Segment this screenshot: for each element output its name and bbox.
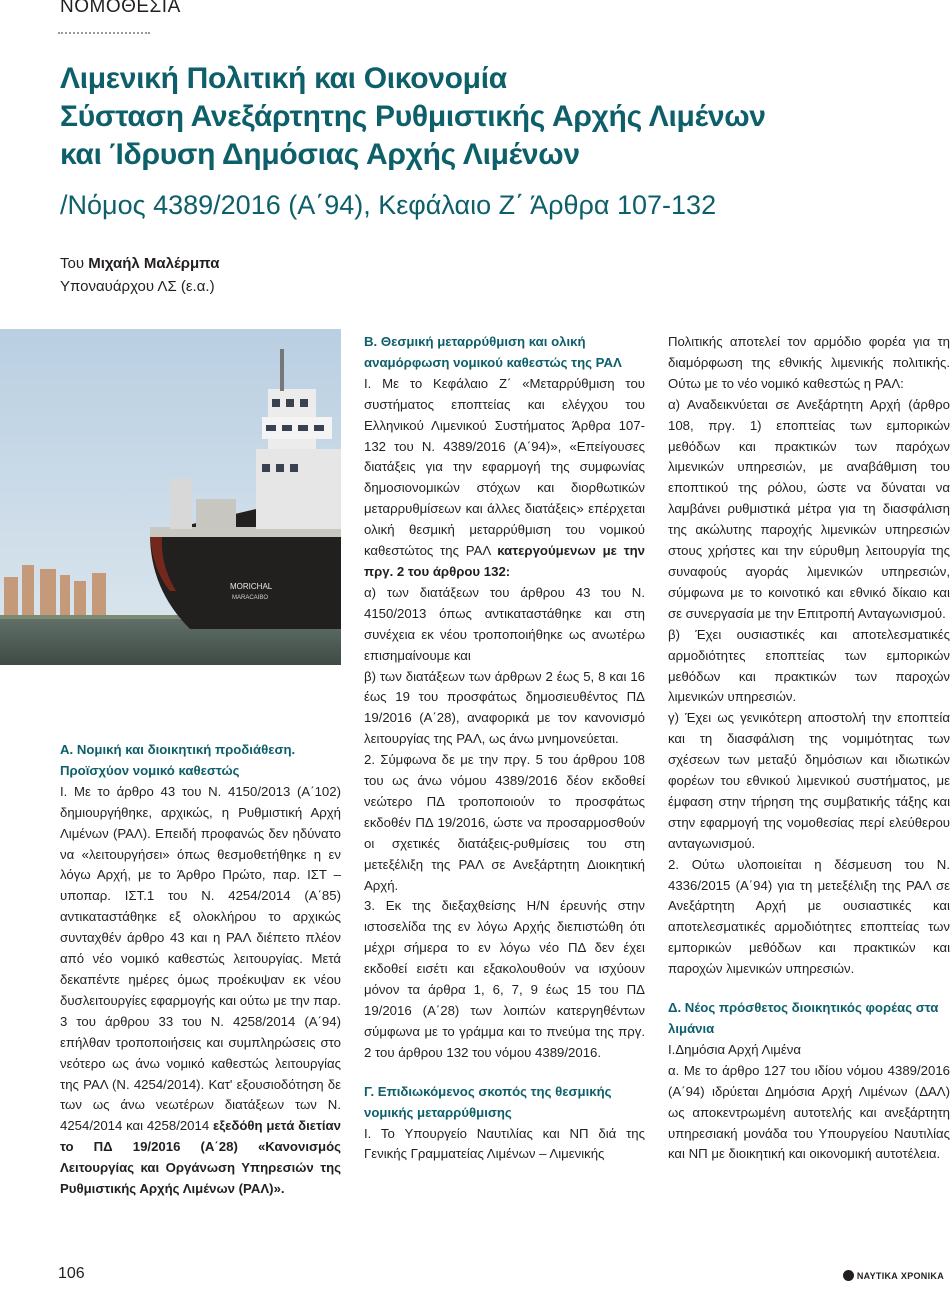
paragraph: 3. Εκ της διεξαχθείσης Η/Ν έρευνής στην ιστοσελίδα της εν λόγω Αρχής διεπιστώθη ότι μέχρι σήμερα το εν λόγω νέο ΠΔ δεν έχει εκδοθεί εισέτι και εξακολουθούν να ισχύουν μόνον τα άρθρα 1, 6, 7, 9 έως 15 του ΠΔ 19/2016 (Α΄28) των λοιπών κατεργηθέντων σύμφωνα με το γράμμα και το πνεύμα της πργ. 2 του άρθρου 132 του νόμου 4389/2016.	[364, 898, 645, 1060]
paragraph: 2. Σύμφωνα δε με την πργ. 5 του άρθρου 108 του ως άνω νόμου 4389/2016 δέον εκδοθεί νεώτερο ΠΔ τροποποιούν το προσφάτως εκδοθέν ΠΔ 19/2016, ώστε να προσαρμοσθούν οι σχετικές διατάξεις-ρυθμίσεις του στη μετεξέλιξη της ΡΑΛ σε Ανεξάρτητη Διοικητική Αρχή.	[364, 752, 645, 893]
section-heading-a: Α. Νομική και διοικητική προδιάθεση. Προϊσχύον νομικό καθεστώς	[60, 742, 296, 778]
section-heading-d: Δ. Νέος πρόσθετος διοικητικός φορέας στα λιμάνια	[668, 1000, 939, 1036]
paragraph: β) Έχει ουσιαστικές και αποτελεσματικές αρμοδιότητες εποπτείας των εμπορικών μεθόδων και πρακτικών των παροχών λιμενικών υπηρεσιών.	[668, 626, 950, 705]
publication-brand	[843, 1270, 944, 1281]
title-line: και Ίδρυση Δημόσιας Αρχής Λιμένων	[60, 138, 580, 171]
column-3	[668, 332, 950, 1165]
paragraph: 2. Ούτω υλοποιείται η δέσμευση του Ν. 4336/2015 (Α΄94) για τη μετεξέλιξη της ΡΑΛ σε Ανεξάρτητη Αρχή με ουσιαστικές και αποτελεσματικές αρμοδιότητες εποπτείας των εμπορικών μεθόδων και πρακτικών και παροχών λιμενικών υπηρεσιών.	[668, 856, 950, 977]
section-heading-c: Γ. Επιδιωκόμενος σκοπός της θεσμικής νομικής μεταρρύθμισης	[364, 1083, 612, 1120]
ship-port: MARACAIBO	[232, 595, 269, 601]
column-1	[60, 740, 341, 1200]
author-name: Μιχαήλ Μαλέρμπα	[88, 255, 220, 272]
paragraph: Ι.Δημόσια Αρχή Λιμένα	[668, 1041, 801, 1057]
column-2	[364, 332, 645, 1165]
author-prefix: Του	[60, 255, 85, 272]
section-label: ΝΟΜΟΘΕΣΙΑ	[60, 0, 181, 17]
page-number: 106	[58, 1265, 85, 1282]
ship-name: MORICHAL	[230, 582, 273, 591]
paragraph: Ι. Με το άρθρο 43 του Ν. 4150/2013 (Α΄102) δημιουργήθηκε, αρχικώς, η Ρυθμιστική Αρχή Λιμένων (ΡΑΛ). Επειδή προφανώς δεν ηδύνατο να «λειτουργήσει» όπως θεσμοθετήθηκε η εν λόγω Αρχή, με το Άρθρο Πρώτο, παρ. ΙΣΤ – υποπαρ. ΙΣΤ.1 του Ν. 4254/2014 (Α΄85) αντικαταστάθηκε εξ ολοκλήρου το αρχικώς συνταχθέν άρθρο 43 και η ΡΑΛ διέπετο πλέον από νέο νομικό καθεστώς λειτουργίας. Μετά δεκαπέντε ημέρες όμως προέκυψαν εκ νέου δυσλειτουργίες εφαρμογής και ούτω με την παρ. 3 του άρθρου 33 του Ν. 4258/2014 (Α΄94) επήλθαν τροποποιήσεις και συμπληρώσεις στο νεότερο ως άνω νομικό καθεστώς λειτουργίας της ΡΑΛ (Ν. 4254/2014). Κατ' εξουσιοδότηση δε των ως άνω νεωτέρων διατάξεων των Ν. 4254/2014 και 4258/2014 εξεδόθη μετά διετίαν το ΠΔ 19/2016 (Α΄28) «Κανονισμός Λειτουργίας και Οργάνωση Υπηρεσιών της Ρυθμιστικής Αρχής Λιμένων (ΡΑΛ)».	[60, 783, 341, 1197]
ship-photo	[0, 329, 341, 665]
dotted-divider	[58, 32, 150, 34]
brand-logo-icon	[843, 1270, 854, 1281]
paragraph: α. Με το άρθρο 127 του ιδίου νόμου 4389/2016 (Α΄94) ιδρύεται Δημόσια Αρχή Λιμένων (ΔΑΛ) ως αποκεντρωμένη αυτοτελής και ανεξάρτητη υπηρεσιακή μονάδα του Υπουργείου Ναυτιλίας και ΝΠ με διοικητική και οικονομική αυτοτέλεια.	[668, 1062, 950, 1162]
paragraph: Πολιτικής αποτελεί τον αρμόδιο φορέα για τη διαμόρφωση της εθνικής λιμενικής πολιτικής. Ούτω με το νέο νομικό καθεστώς η ΡΑΛ:	[668, 334, 950, 391]
article-title	[60, 60, 766, 174]
article-subtitle: /Νόμος 4389/2016 (Α΄94), Κεφάλαιο Ζ΄ Άρθρα 107-132	[60, 190, 717, 220]
title-line: Σύσταση Ανεξάρτητης Ρυθμιστικής Αρχής Λιμένων	[60, 100, 766, 133]
brand-name: ΝΑΥΤΙΚΑ ΧΡΟΝΙΚΑ	[856, 1270, 944, 1281]
paragraph: α) Αναδεικνύεται σε Ανεξάρτητη Αρχή (άρθρο 108, πργ. 1) εποπτείας των εμπορικών μεθόδων και πρακτικών των παρόχων λιμενικών υπηρεσιών, με αναβάθμιση του εποπτικού της ρόλου, ώστε να δύναται να λαμβάνει ρυθμιστικά μέτρα για τη διασφάλιση της ακώλυτης παροχής λιμενικών υπηρεσιών στους χρήστες και την εύρυθμη λειτουργία της συναφούς αγοράς λιμενικών υπηρεσιών, σύμφωνα με το κοινοτικό και εθνικό δίκαιο και σε συνεργασία με την Επιτροπή Ανταγωνισμού.	[668, 396, 950, 621]
paragraph: Ι. Με το Κεφάλαιο Ζ΄ «Μεταρρύθμιση του συστήματος εποπτείας και ελέγχου του Ελληνικού Λιμενικού Συστήματος Άρθρα 107-132 του Ν. 4389/2016 (Α΄94)», «Επείγουσες διατάξεις για την εφαρμογή της συμφωνίας δημοσιονομικών στόχων και διορθωτικών μεταρρυθμίσεων και άλλες διατάξεις» επέρχεται ολική θεσμική μεταρρύθμιση του νομικού καθεστώτος της ΡΑΛ κατεργούμενων με την πργ. 2 του άρθρου 132:	[364, 375, 645, 579]
paragraph: Ι. Το Υπουργείο Ναυτιλίας και ΝΠ διά της Γενικής Γραμματείας Λιμένων – Λιμενικής	[364, 1125, 645, 1162]
paragraph: β) των διατάξεων των άρθρων 2 έως 5, 8 και 16 έως 19 του προσφάτως δημοσιευθέντος ΠΔ 19/2016 (Α΄28), αναφορικά με τον κανονισμό λειτουργίας της ΡΑΛ, ως άνω μνημονεύεται.	[364, 668, 645, 747]
paragraph: α) των διατάξεων του άρθρου 43 του Ν. 4150/2013 όπως αντικαταστάθηκε και στη συνέχεια εκ νέου τροποποιήθηκε ως ανωτέρω επισημαίνουμε και	[364, 584, 645, 663]
paragraph: γ) Έχει ως γενικότερη αποστολή την εποπτεία και τη διασφάλιση της νομιμότητας των σχέσεων των μεταξύ δημόσιων και ιδιωτικών φορέων του εθνικού λιμενικού συστήματος, με έμφαση στην τήρηση της συμβατικής τάξης και στην εφαρμογή της νομοθεσίας περί ελεύθερου ανταγωνισμού.	[668, 710, 950, 851]
author-rank: Υποναυάρχου ΛΣ (ε.α.)	[60, 278, 215, 295]
author-block	[60, 252, 219, 298]
section-heading-b: Β. Θεσμική μεταρρύθμιση και ολική αναμόρφωση νομικού καθεστώς της ΡΑΛ	[364, 334, 622, 370]
title-line: Λιμενική Πολιτική και Οικονομία	[60, 62, 507, 95]
